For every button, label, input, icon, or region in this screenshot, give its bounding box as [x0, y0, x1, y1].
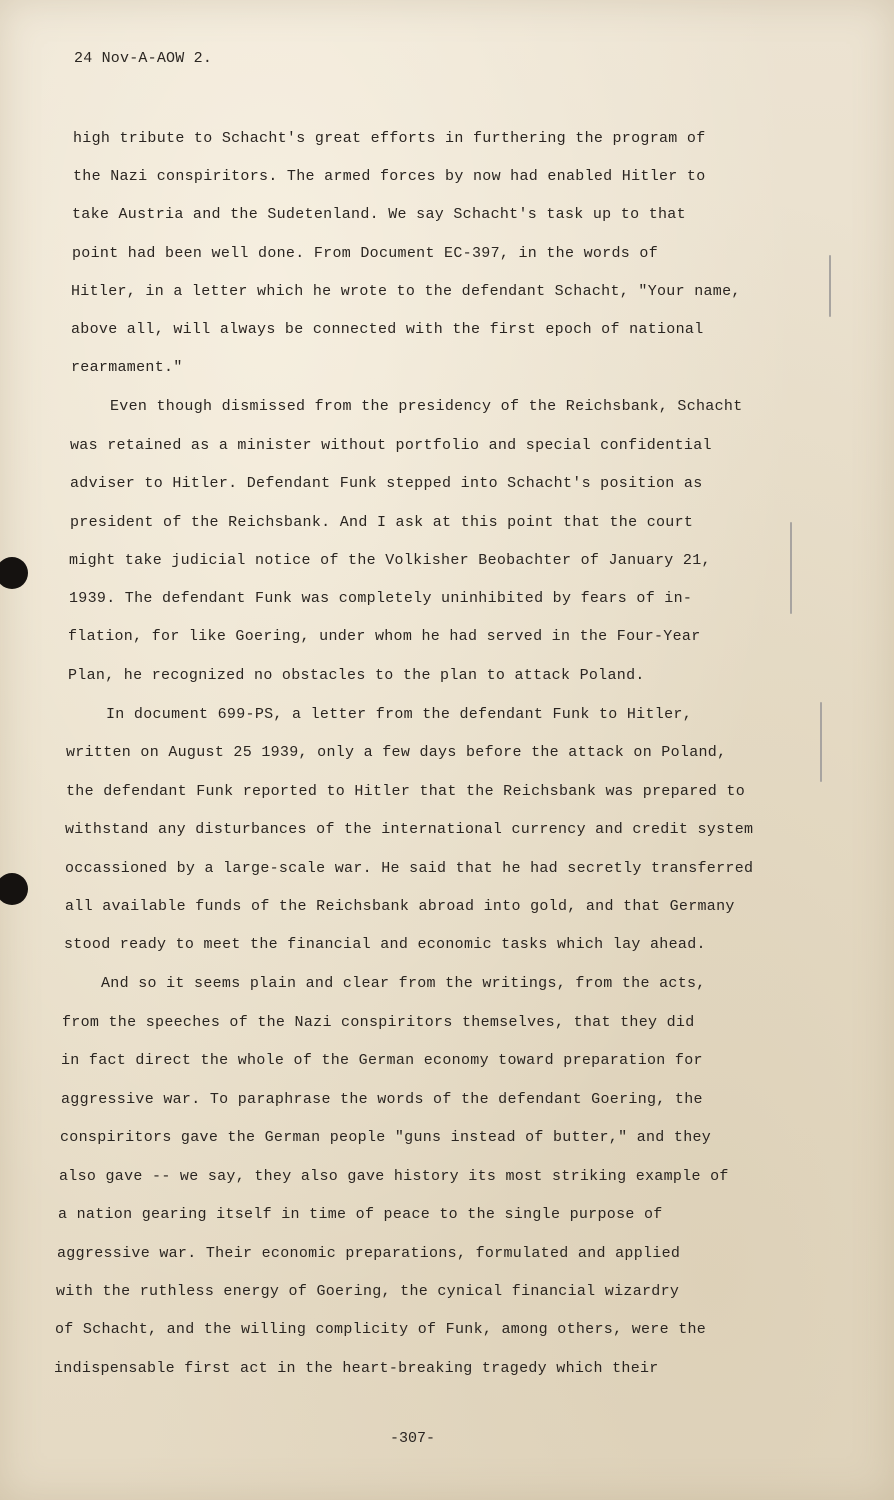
text-line: take Austria and the Sudetenland. We say Schacht's task up to that	[72, 206, 686, 223]
text-line: a nation gearing itself in time of peace to the single purpose of	[58, 1206, 663, 1223]
margin-mark-1	[829, 255, 831, 317]
text-line: occassioned by a large-scale war. He said that he had secretly transferred	[65, 860, 754, 877]
text-line: from the speeches of the Nazi conspiritors themselves, that they did	[62, 1014, 695, 1031]
text-line: the Nazi conspiritors. The armed forces by now had enabled Hitler to	[73, 168, 706, 185]
text-line: aggressive war. To paraphrase the words of the defendant Goering, the	[61, 1091, 703, 1108]
punch-hole-upper	[0, 557, 28, 589]
text-line: 1939. The defendant Funk was completely uninhibited by fears of in-	[69, 590, 693, 607]
text-line: above all, will always be connected with the first epoch of national	[71, 321, 704, 338]
text-line: conspiritors gave the German people "guns instead of butter," and they	[60, 1129, 712, 1146]
text-line: flation, for like Goering, under whom he had served in the Four-Year	[68, 628, 701, 645]
text-line: Hitler, in a letter which he wrote to the defendant Schacht, "Your name,	[71, 283, 741, 300]
text-line: all available funds of the Reichsbank abroad into gold, and that Germany	[65, 898, 735, 915]
text-line: also gave -- we say, they also gave history its most striking example of	[59, 1168, 729, 1185]
text-line: Plan, he recognized no obstacles to the plan to attack Poland.	[68, 667, 645, 684]
text-line: president of the Reichsbank. And I ask at this point that the court	[70, 514, 694, 531]
text-line: And so it seems plain and clear from the writings, from the acts,	[101, 975, 706, 992]
text-line: high tribute to Schacht's great efforts in furthering the program of	[73, 130, 706, 147]
text-line: Even though dismissed from the presidency of the Reichsbank, Schacht	[110, 398, 743, 415]
page-number: -307-	[390, 1430, 436, 1447]
text-line: stood ready to meet the financial and economic tasks which lay ahead.	[64, 936, 706, 953]
text-line: adviser to Hitler. Defendant Funk stepped into Schacht's position as	[70, 475, 703, 492]
text-line: in fact direct the whole of the German economy toward preparation for	[61, 1052, 703, 1069]
text-line: was retained as a minister without portfolio and special confidential	[70, 437, 712, 454]
document-reference: 24 Nov-A-AOW 2.	[74, 50, 213, 67]
text-line: written on August 25 1939, only a few days before the attack on Poland,	[66, 744, 727, 761]
text-line: aggressive war. Their economic preparations, formulated and applied	[57, 1245, 681, 1262]
text-line: of Schacht, and the willing complicity of Funk, among others, were the	[55, 1321, 707, 1338]
text-line: In document 699-PS, a letter from the defendant Funk to Hitler,	[106, 706, 692, 723]
text-line: with the ruthless energy of Goering, the cynical financial wizardry	[56, 1283, 680, 1300]
margin-mark-2	[790, 522, 792, 614]
punch-hole-lower	[0, 873, 28, 905]
text-line: point had been well done. From Document EC-397, in the words of	[72, 245, 658, 262]
text-line: indispensable first act in the heart-breaking tragedy which their	[54, 1360, 659, 1377]
margin-mark-3	[820, 702, 822, 782]
text-line: the defendant Funk reported to Hitler that the Reichsbank was prepared to	[66, 783, 746, 800]
text-line: might take judicial notice of the Volkisher Beobachter of January 21,	[69, 552, 711, 569]
text-line: rearmament."	[71, 359, 183, 376]
text-line: withstand any disturbances of the international currency and credit system	[65, 821, 754, 838]
